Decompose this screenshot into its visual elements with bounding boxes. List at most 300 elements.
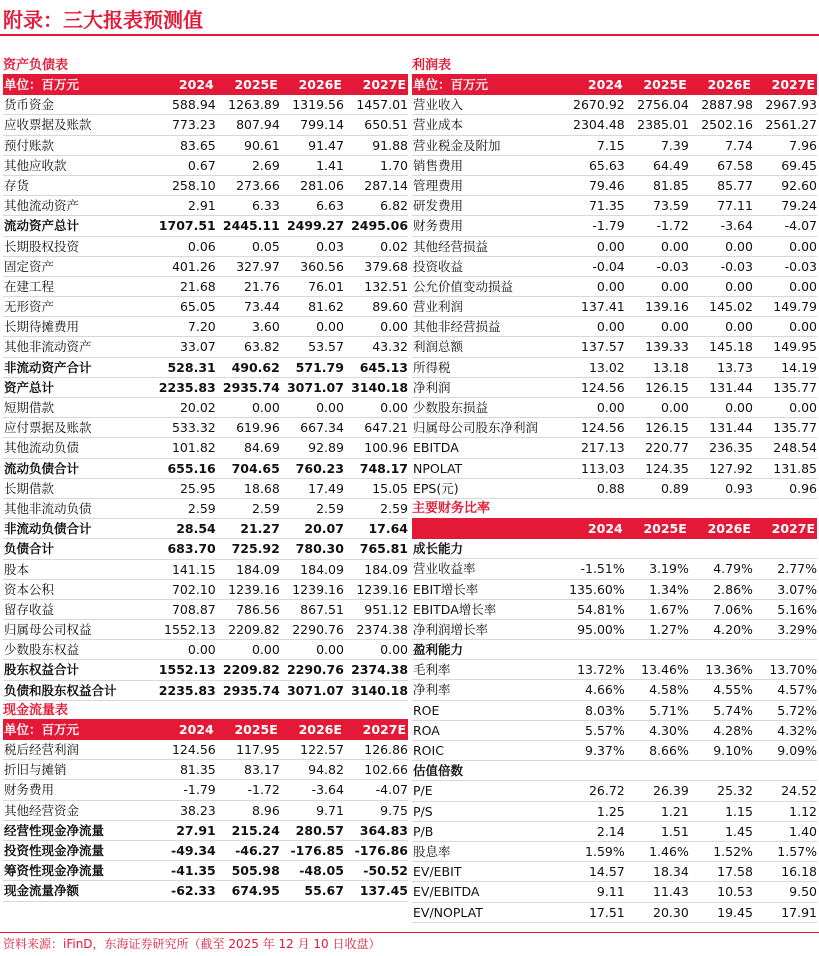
row-value: 13.18 [653, 359, 689, 375]
row-label: 销售费用 [413, 157, 464, 173]
table-row [3, 580, 408, 600]
row-value: 127.92 [709, 460, 753, 476]
table-row [3, 740, 408, 760]
row-value: 124.56 [171, 742, 216, 757]
table-row [412, 418, 817, 438]
row-value: 0.00 [789, 238, 818, 254]
row-label: 估值倍数 [413, 763, 464, 779]
row-value: 122.57 [300, 742, 344, 757]
row-value: 1.27% [649, 621, 689, 637]
row-value: 6.82 [380, 198, 409, 214]
row-value: 951.12 [364, 601, 409, 617]
row-value: 9.75 [380, 802, 409, 818]
row-value: 1.12 [789, 803, 818, 819]
row-label: 营业成本 [413, 117, 464, 133]
left-column [3, 56, 408, 902]
row-value: 92.60 [781, 177, 818, 193]
row-value: 9.10% [713, 743, 753, 758]
table-row [3, 277, 408, 297]
row-value [625, 761, 689, 780]
table-row [412, 257, 817, 277]
row-value: 27.91 [176, 822, 216, 838]
row-value: 217.13 [580, 440, 625, 456]
row-value: 0.00 [660, 238, 689, 254]
row-value: 0.00 [380, 642, 409, 658]
row-value: 1319.56 [292, 97, 344, 113]
row-value: 73.44 [244, 299, 280, 315]
row-value: 124.35 [645, 460, 689, 476]
row-label: 净利率 [413, 682, 451, 698]
row-value: 0.06 [187, 238, 216, 254]
row-value [753, 761, 817, 780]
row-value: 184.09 [300, 561, 344, 577]
row-value: 0.00 [596, 278, 625, 294]
row-value: 2.69 [251, 157, 280, 173]
row-value: 0.00 [596, 319, 625, 335]
row-value: 25.32 [717, 783, 753, 799]
row-value: 38.23 [179, 802, 216, 818]
row-label: EBITDA [413, 440, 459, 456]
row-value: 0.00 [251, 400, 280, 415]
row-label: 公允价值变动损益 [413, 278, 514, 294]
row-label: ROIC [413, 743, 444, 758]
table-row [412, 741, 817, 761]
row-value [561, 539, 625, 558]
row-value: 220.77 [645, 440, 689, 456]
row-label: 营业税金及附加 [413, 137, 501, 153]
row-value: 5.57% [585, 722, 625, 738]
row-value: 24.52 [781, 783, 818, 799]
group-row [412, 640, 817, 660]
row-value: 1.59% [585, 843, 625, 859]
table-row [3, 780, 408, 800]
row-value: 2561.27 [765, 117, 818, 133]
year-header: 2027E [771, 520, 815, 536]
row-value: 0.00 [596, 238, 625, 254]
table-row [3, 176, 408, 196]
row-value: 4.20% [713, 621, 753, 637]
table-row [3, 257, 408, 277]
year-header: 2027E [362, 77, 406, 92]
row-value: 8.03% [585, 702, 625, 718]
row-value: 1239.16 [356, 581, 409, 597]
table-row [3, 378, 408, 398]
row-value: 0.00 [596, 400, 625, 415]
row-value: 94.82 [308, 762, 344, 778]
table-row [3, 358, 408, 378]
row-value: 124.56 [580, 379, 625, 395]
row-value: 7.20 [187, 319, 216, 335]
row-value: 1.46% [649, 843, 689, 859]
row-value: 1552.13 [158, 662, 216, 678]
row-value: 2670.92 [573, 97, 625, 113]
row-value: 2290.76 [292, 622, 344, 638]
row-value: 248.54 [773, 440, 818, 456]
row-label: 应付票据及账款 [4, 420, 92, 436]
title-divider [0, 34, 819, 36]
row-value: 126.15 [645, 420, 689, 436]
row-value: 100.96 [364, 440, 409, 456]
row-value: 7.96 [789, 137, 818, 153]
row-value: 67.58 [717, 157, 753, 173]
row-value: 1.34% [649, 581, 689, 597]
row-value: 21.68 [179, 278, 216, 294]
row-label: 归属母公司股东净利润 [413, 420, 539, 436]
table-row [3, 841, 408, 861]
row-value: 4.79% [713, 561, 753, 577]
row-value: 21.27 [240, 521, 280, 537]
row-value: 139.16 [645, 299, 689, 315]
row-value: 760.23 [295, 460, 344, 476]
row-value: -62.33 [171, 883, 216, 899]
row-label: ROE [413, 702, 440, 718]
row-label: 股本 [4, 561, 30, 577]
row-label: 其他经营资金 [4, 802, 80, 818]
row-value: -1.79 [183, 782, 216, 798]
row-value [625, 640, 689, 659]
row-value: 4.32% [777, 722, 818, 738]
table-row [412, 620, 817, 640]
row-value: 2.91 [187, 198, 216, 214]
table-header-row [3, 720, 408, 740]
row-value: 0.00 [660, 319, 689, 335]
row-value: 141.15 [171, 561, 216, 577]
row-value: 867.51 [300, 601, 344, 617]
row-value: 6.63 [316, 198, 344, 214]
row-value [625, 539, 689, 558]
row-label: EBIT增长率 [413, 581, 479, 597]
row-value: 702.10 [171, 581, 216, 597]
row-value: 0.00 [725, 278, 753, 294]
row-label: 营业收入 [413, 97, 464, 113]
row-value: 2.14 [596, 823, 625, 839]
row-value: 65.63 [588, 157, 625, 173]
table-row [412, 438, 817, 458]
row-value: 3140.18 [351, 379, 409, 395]
unit-label: 单位：百万元 [4, 77, 80, 92]
section-title: 主要财务比率 [412, 499, 817, 519]
row-value: 10.53 [717, 884, 753, 900]
row-value: 13.46% [641, 662, 689, 678]
row-value: 2235.83 [158, 379, 216, 395]
row-value: 0.00 [316, 319, 344, 335]
row-value: 281.06 [300, 177, 344, 193]
row-value: 780.30 [295, 541, 344, 557]
row-value: 1.41 [316, 157, 344, 173]
table-row [412, 903, 817, 923]
row-value: 11.43 [653, 884, 689, 900]
table-row [412, 862, 817, 882]
row-label: 税后经营利润 [4, 742, 80, 757]
table-header-row [412, 519, 817, 539]
row-value: 2495.06 [351, 218, 409, 234]
row-value: 1.25 [596, 803, 625, 819]
row-value: 528.31 [167, 359, 216, 375]
row-value: 3.60 [251, 319, 280, 335]
row-value: 13.72% [577, 662, 625, 678]
row-value: 2374.38 [351, 662, 409, 678]
row-value: 2.59 [187, 500, 216, 516]
row-value: 2499.27 [286, 218, 344, 234]
row-value: 1239.16 [292, 581, 344, 597]
row-value: 2304.48 [573, 117, 625, 133]
row-value: 5.16% [777, 601, 818, 617]
row-value: -176.86 [354, 842, 409, 858]
row-value: 81.35 [179, 762, 216, 778]
row-label: 流动资产总计 [4, 218, 80, 234]
row-value: 102.66 [364, 762, 409, 778]
unit-label [412, 519, 561, 539]
row-value: 327.97 [236, 258, 280, 274]
table-row [412, 115, 817, 135]
table-row [412, 721, 817, 741]
row-label: 管理费用 [413, 177, 464, 193]
table-row [3, 660, 408, 680]
row-value: 1457.01 [356, 97, 409, 113]
row-label: 长期借款 [4, 480, 55, 496]
row-label: 经营性现金净流量 [4, 822, 105, 838]
row-value [753, 539, 817, 558]
table-row [3, 821, 408, 841]
row-value: 91.88 [372, 137, 409, 153]
row-value: 135.77 [773, 420, 818, 436]
row-value: 2445.11 [222, 218, 280, 234]
row-value: 17.49 [308, 480, 344, 496]
unit-label: 单位：百万元 [4, 721, 80, 737]
row-value: 0.00 [660, 278, 689, 294]
row-value: 9.09% [777, 743, 818, 758]
row-value: -1.72 [656, 218, 689, 234]
row-value: 4.55% [713, 682, 753, 698]
table-row [3, 115, 408, 135]
row-value: 588.94 [171, 97, 216, 113]
row-label: NPOLAT [413, 460, 463, 476]
row-label: 预付账款 [4, 137, 55, 153]
table-row [3, 438, 408, 458]
row-value: 18.34 [653, 864, 689, 880]
row-label: EV/EBITDA [413, 884, 480, 900]
row-label: 非流动资产合计 [4, 359, 92, 375]
row-label: 股东权益合计 [4, 662, 80, 678]
row-value: 26.72 [588, 783, 625, 799]
row-value: -49.34 [171, 842, 216, 858]
row-value: 6.33 [251, 198, 280, 214]
table-row [3, 95, 408, 115]
row-value: 8.66% [649, 743, 689, 758]
table-row [412, 882, 817, 902]
row-value: 2935.74 [222, 682, 280, 698]
table-row [412, 479, 817, 499]
row-value: 799.14 [300, 117, 344, 133]
row-value: 79.46 [588, 177, 625, 193]
row-label: 成长能力 [413, 541, 464, 557]
row-value: 2967.93 [765, 97, 818, 113]
row-value: 0.00 [725, 238, 753, 254]
table-row [3, 156, 408, 176]
row-label: 资产总计 [4, 379, 55, 395]
row-value: 4.30% [649, 722, 689, 738]
row-value: 0.88 [596, 480, 625, 496]
income-statement-section [412, 56, 817, 499]
row-label: 无形资产 [4, 299, 55, 315]
row-value: 683.70 [167, 541, 216, 557]
row-value: 71.35 [588, 198, 625, 214]
row-label: 所得税 [413, 359, 451, 375]
row-value: 505.98 [231, 863, 280, 879]
row-value: 139.33 [645, 339, 689, 355]
row-label: 少数股东权益 [4, 642, 80, 658]
row-label: ROA [413, 722, 440, 738]
table-row [3, 620, 408, 640]
row-value: 0.00 [660, 400, 689, 415]
row-value: -46.27 [235, 842, 280, 858]
table-row [412, 95, 817, 115]
row-value: 0.00 [380, 319, 409, 335]
row-value: 1.15 [725, 803, 753, 819]
year-header: 2025E [643, 520, 687, 536]
row-label: 其他流动负债 [4, 440, 80, 456]
row-value: 17.51 [588, 904, 625, 920]
row-value: 2502.16 [701, 117, 753, 133]
year-header: 2027E [362, 721, 406, 737]
table-header-row [3, 75, 408, 95]
row-value: 0.00 [316, 642, 344, 658]
table-row [412, 680, 817, 700]
row-value: 258.10 [171, 177, 216, 193]
row-label: 利润总额 [413, 339, 464, 355]
row-value: 647.21 [364, 420, 409, 436]
row-value: 0.02 [380, 238, 409, 254]
row-label: 现金流量净额 [4, 883, 80, 899]
year-header: 2026E [298, 77, 342, 92]
table-row [3, 881, 408, 901]
table-row [412, 136, 817, 156]
row-label: 资本公积 [4, 581, 55, 597]
row-label: 营业收益率 [413, 561, 476, 577]
row-label: 其他非流动负债 [4, 500, 92, 516]
table-row [412, 358, 817, 378]
row-value: 85.77 [717, 177, 753, 193]
row-value: 145.02 [709, 299, 753, 315]
row-value: 807.94 [236, 117, 280, 133]
row-value: 0.89 [660, 480, 689, 496]
row-label: 流动负债合计 [4, 460, 80, 476]
row-value: 3.19% [649, 561, 689, 577]
row-label: 净利润 [413, 379, 451, 395]
row-value: 2887.98 [701, 97, 753, 113]
row-value: 17.58 [717, 864, 753, 880]
section-title: 现金流量表 [3, 701, 408, 720]
unit-label: 单位：百万元 [413, 77, 489, 92]
row-value: 533.32 [171, 420, 216, 436]
row-label: 应收票据及账款 [4, 117, 92, 133]
row-value: 126.15 [645, 379, 689, 395]
row-label: 其他经营损益 [413, 238, 489, 254]
row-value: -176.85 [290, 842, 344, 858]
row-value: 0.96 [789, 480, 818, 496]
row-value: 84.69 [244, 440, 280, 456]
row-value: 16.18 [781, 864, 818, 880]
row-value: -0.03 [656, 258, 689, 274]
row-value: 3071.07 [286, 682, 344, 698]
row-label: 长期股权投资 [4, 238, 80, 254]
row-value: 708.87 [171, 601, 216, 617]
row-value: 4.58% [649, 682, 689, 698]
row-value: 132.51 [364, 278, 409, 294]
section-title: 利润表 [412, 56, 817, 75]
row-value [753, 640, 817, 659]
row-label: 其他非流动资产 [4, 339, 92, 355]
row-value: 83.65 [179, 137, 216, 153]
table-row [3, 196, 408, 216]
row-value: 2374.38 [356, 622, 409, 638]
row-value: 401.26 [171, 258, 216, 274]
row-label: 在建工程 [4, 278, 55, 294]
row-value: 1.52% [713, 843, 753, 859]
row-value: 149.95 [773, 339, 818, 355]
row-value: 5.71% [649, 702, 689, 718]
ratios-section [412, 499, 817, 923]
row-value: 0.67 [187, 157, 216, 173]
row-value: 135.77 [773, 379, 818, 395]
row-value: 1.21 [660, 803, 689, 819]
row-label: 留存收益 [4, 601, 55, 617]
row-value: 0.05 [251, 238, 280, 254]
row-label: 负债合计 [4, 541, 55, 557]
row-label: 毛利率 [413, 662, 451, 678]
row-value: 76.01 [308, 278, 344, 294]
table-row [412, 660, 817, 680]
row-value: 64.49 [653, 157, 689, 173]
row-value: 3140.18 [351, 682, 409, 698]
row-value: 92.89 [308, 440, 344, 456]
row-value: 786.56 [236, 601, 280, 617]
row-value: 215.24 [231, 822, 280, 838]
row-value: 2756.04 [637, 97, 689, 113]
row-label: 其他流动资产 [4, 198, 80, 214]
table-row [3, 479, 408, 499]
row-value: 54.81% [577, 601, 625, 617]
source-note: 资料来源：iFinD，东海证券研究所（截至 2025 年 12 月 10 日收盘） [3, 937, 381, 951]
row-value [561, 640, 625, 659]
row-value: 9.11 [596, 884, 625, 900]
row-value: 1239.16 [228, 581, 280, 597]
row-value: 2385.01 [637, 117, 689, 133]
row-value: 379.68 [364, 258, 409, 274]
row-value: 236.35 [709, 440, 753, 456]
row-value: 0.93 [725, 480, 753, 496]
row-value: 364.83 [359, 822, 409, 838]
row-value: 89.60 [372, 299, 409, 315]
row-value: -4.07 [784, 218, 818, 234]
row-value: 21.76 [244, 278, 280, 294]
table-row [3, 539, 408, 559]
table-row [3, 600, 408, 620]
row-value: 674.95 [231, 883, 280, 899]
row-value: -1.79 [592, 218, 625, 234]
row-value: 20.07 [304, 521, 344, 537]
table-row [3, 760, 408, 780]
row-value: 63.82 [244, 339, 280, 355]
row-value: 4.57% [777, 682, 818, 698]
row-label: EV/EBIT [413, 864, 462, 880]
row-value: 0.00 [251, 642, 280, 658]
year-header: 2024 [178, 721, 214, 737]
table-row [412, 317, 817, 337]
row-label: 股息率 [413, 843, 451, 859]
row-label: P/B [413, 823, 434, 839]
row-value: 55.67 [304, 883, 344, 899]
